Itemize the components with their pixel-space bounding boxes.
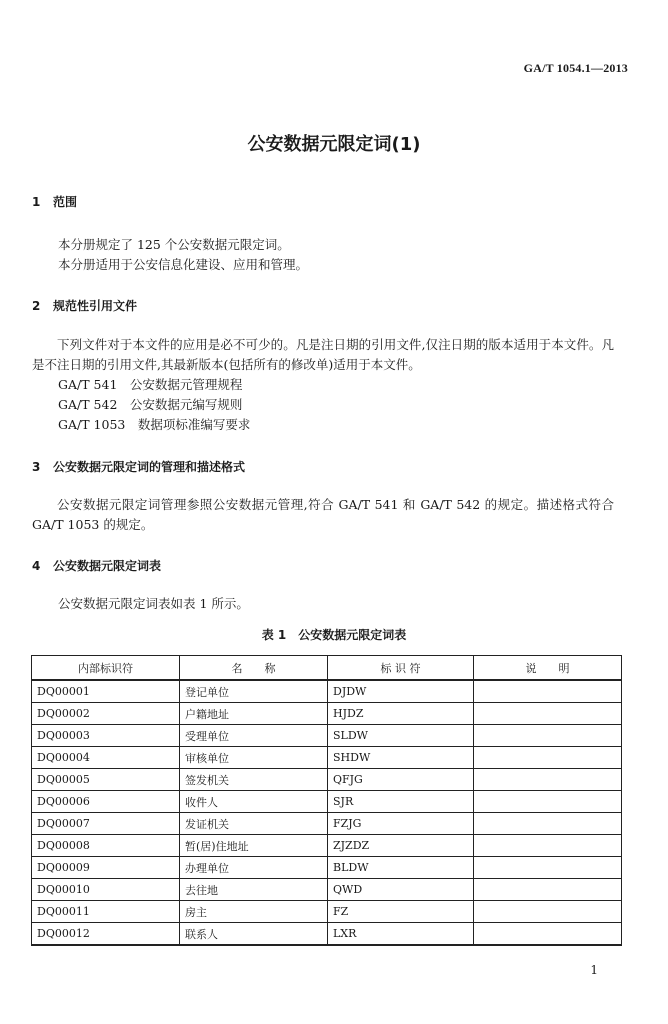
table-row [32, 835, 622, 857]
table-cell: DQ00009 [32, 857, 180, 879]
column-header: 内部标识符 [32, 656, 180, 681]
table-cell: 房主 [180, 901, 328, 923]
table-cell: DJDW [328, 680, 474, 703]
table-cell: FZ [328, 901, 474, 923]
column-header: 标 识 符 [328, 656, 474, 681]
table-cell: DQ00004 [32, 747, 180, 769]
table-header-row [32, 656, 622, 681]
table-row [32, 725, 622, 747]
paragraph-line: 本分册规定了 125 个公安数据元限定词。 [58, 237, 290, 252]
section-2-heading [32, 297, 137, 314]
table-cell: QWD [328, 879, 474, 901]
table-cell: DQ00006 [32, 791, 180, 813]
section-1-heading [32, 193, 77, 210]
table-cell: 签发机关 [180, 769, 328, 791]
table-cell [474, 879, 622, 901]
table-cell: 办理单位 [180, 857, 328, 879]
table-cell: QFJG [328, 769, 474, 791]
table-cell: ZJZDZ [328, 835, 474, 857]
table-caption: 表 1 公安数据元限定词表 [261, 628, 407, 642]
table-cell: 去往地 [180, 879, 328, 901]
section-3-heading [32, 458, 245, 475]
table-row [32, 769, 622, 791]
table-cell: 登记单位 [180, 680, 328, 703]
section-title: 规范性引用文件 [53, 299, 138, 313]
table-cell: 审核单位 [180, 747, 328, 769]
table-cell: DQ00003 [32, 725, 180, 747]
reference-item: GA/T 1053 数据项标准编写要求 [58, 417, 251, 432]
table-cell: DQ00007 [32, 813, 180, 835]
reference-item: GA/T 542 公安数据元编写规则 [58, 397, 243, 412]
table-cell: BLDW [328, 857, 474, 879]
table-cell: DQ00010 [32, 879, 180, 901]
table-cell: 发证机关 [180, 813, 328, 835]
table-row [32, 857, 622, 879]
page-number: 1 [590, 963, 598, 977]
qualifier-table [31, 655, 622, 946]
table-row [32, 680, 622, 703]
table-cell [474, 813, 622, 835]
table-cell [474, 835, 622, 857]
paragraph: 下列文件对于本文件的应用是必不可少的。凡是注日期的引用文件,仅注日期的版本适用于本文件。凡是不注日期的引用文件,其最新版本(包括所有的修改单)适用于本文件。 [32, 337, 614, 372]
table-cell: DQ00001 [32, 680, 180, 703]
paragraph-line: 公安数据元限定词表如表 1 所示。 [58, 596, 249, 611]
table-row [32, 813, 622, 835]
table-cell: HJDZ [328, 703, 474, 725]
table-cell: LXR [328, 923, 474, 946]
section-title: 公安数据元限定词的管理和描述格式 [53, 460, 246, 474]
table-cell: DQ00011 [32, 901, 180, 923]
table-row [32, 901, 622, 923]
table-cell [474, 680, 622, 703]
table-cell [474, 747, 622, 769]
table-cell: 暂(居)住地址 [180, 835, 328, 857]
table-cell: 受理单位 [180, 725, 328, 747]
section-title: 公安数据元限定词表 [53, 559, 162, 573]
section-number: 2 [32, 299, 41, 313]
standard-code: GA/T 1054.1—2013 [523, 61, 628, 75]
section-title: 范围 [53, 195, 78, 209]
table-row [32, 923, 622, 946]
table-cell: 户籍地址 [180, 703, 328, 725]
paragraph: 公安数据元限定词管理参照公安数据元管理,符合 GA/T 541 和 GA/T 542 的规定。描述格式符合 GA/T 1053 的规定。 [32, 497, 614, 532]
section-number: 3 [32, 460, 41, 474]
reference-item: GA/T 541 公安数据元管理规程 [58, 377, 243, 392]
column-header: 名 称 [180, 656, 328, 681]
section-4-heading [32, 557, 161, 574]
table-cell [474, 769, 622, 791]
table-row [32, 703, 622, 725]
table-cell: SJR [328, 791, 474, 813]
table-row [32, 747, 622, 769]
table-cell: 联系人 [180, 923, 328, 946]
table-cell: DQ00005 [32, 769, 180, 791]
table-cell: 收件人 [180, 791, 328, 813]
table-cell [474, 901, 622, 923]
table-cell: FZJG [328, 813, 474, 835]
section-number: 1 [32, 195, 41, 209]
paragraph-line: 本分册适用于公安信息化建设、应用和管理。 [58, 257, 309, 272]
section-number: 4 [32, 559, 41, 573]
table-cell: DQ00002 [32, 703, 180, 725]
table-row [32, 879, 622, 901]
table-cell: DQ00008 [32, 835, 180, 857]
table-cell [474, 923, 622, 946]
table-cell [474, 857, 622, 879]
column-header: 说 明 [474, 656, 622, 681]
table-row [32, 791, 622, 813]
table-cell [474, 725, 622, 747]
table-cell: SHDW [328, 747, 474, 769]
table-cell: SLDW [328, 725, 474, 747]
table-cell [474, 703, 622, 725]
table-cell [474, 791, 622, 813]
table-cell: DQ00012 [32, 923, 180, 946]
page-title: 公安数据元限定词(1) [247, 134, 421, 155]
